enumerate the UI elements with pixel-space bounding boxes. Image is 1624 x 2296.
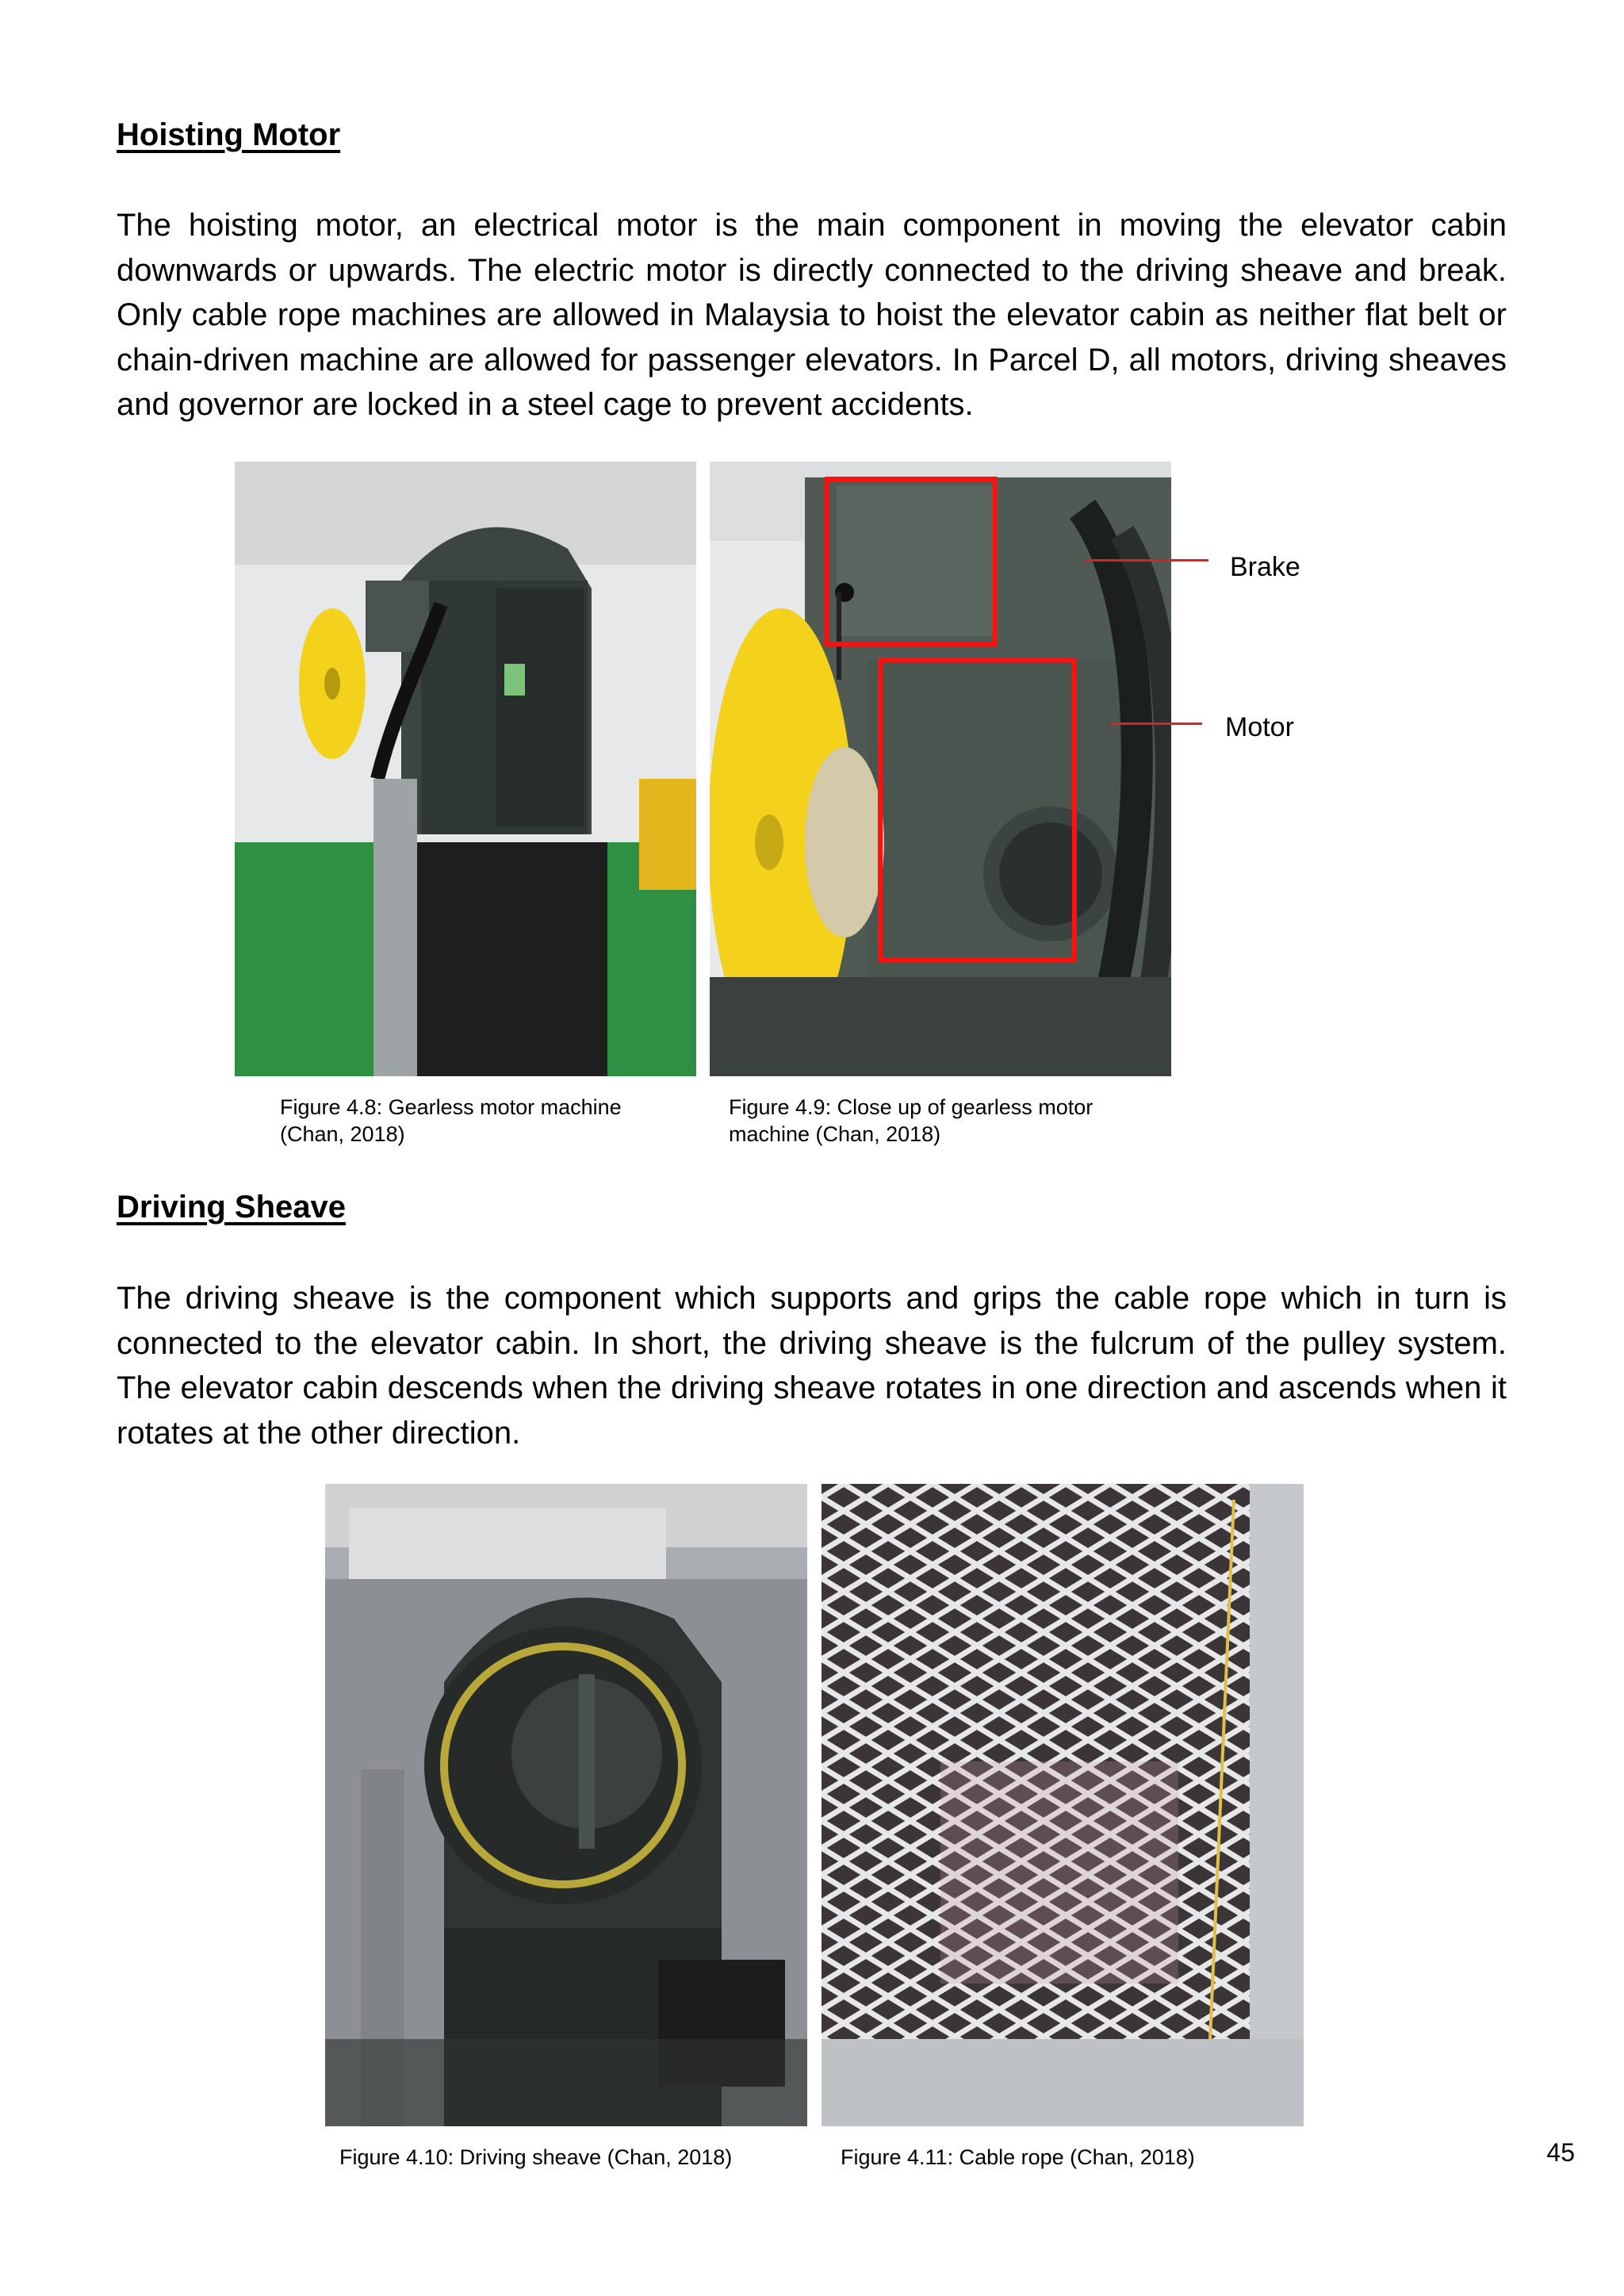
figure-4-11-caption: Figure 4.11: Cable rope (Chan, 2018) bbox=[841, 2145, 1195, 2169]
section-heading-driving-sheave: Driving Sheave bbox=[117, 1190, 347, 1225]
page-number: 45 bbox=[1546, 2138, 1575, 2167]
photo-gearless-motor-closeup bbox=[710, 462, 1171, 1076]
photo-driving-sheave bbox=[325, 1484, 807, 2126]
brake-callout-label: Brake bbox=[1230, 552, 1300, 582]
motor-callout-label: Motor bbox=[1225, 712, 1294, 742]
photo-gearless-motor-machine bbox=[235, 462, 696, 1076]
hoisting-motor-paragraph: The hoisting motor, an electrical motor is the main component in moving the elevator cabin downwards or upwards. The electric motor is directly connected to the driving sheave and break. Only cable rope machines are allowed in Malaysia to hoist the elevator cabin as neither flat belt or chain-driven machine are allowed for passenger elevators. In Parcel D, all motors, driving sheaves and governor are locked in a steel cage to prevent accidents. bbox=[117, 208, 1507, 422]
brake-callout-line bbox=[1085, 559, 1208, 562]
section-heading-hoisting-motor: Hoisting Motor bbox=[117, 117, 341, 152]
driving-sheave-paragraph: The driving sheave is the component which supports and grips the cable rope which in turn is connected to the elevator cabin. In short, the driving sheave is the fulcrum of the pulley system. The elevator cabin descends when the driving sheave rotates in one direction and ascends when it rotates at the other direction. bbox=[117, 1281, 1507, 1451]
figure-4-9-caption: Figure 4.9: Close up of gearless motor machine (Chan, 2018) bbox=[729, 1095, 1094, 1146]
motor-callout-line bbox=[1110, 723, 1202, 725]
figure-4-8-caption: Figure 4.8: Gearless motor machine (Chan, 2018) bbox=[280, 1095, 622, 1146]
photo-cable-rope bbox=[822, 1484, 1304, 2126]
figure-4-10-caption: Figure 4.10: Driving sheave (Chan, 2018) bbox=[339, 2145, 733, 2169]
